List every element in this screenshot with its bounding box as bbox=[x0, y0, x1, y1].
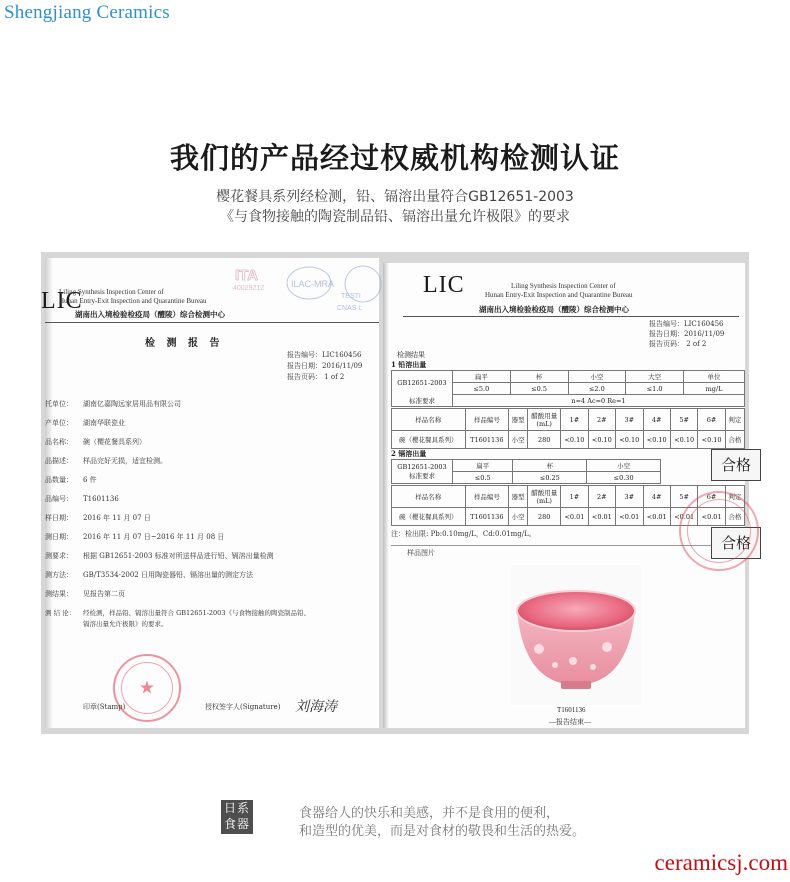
signature: 刘海涛 bbox=[295, 700, 337, 715]
svg-text:4002921Z: 4002921Z bbox=[233, 285, 265, 292]
cnas-mark-graphic bbox=[337, 264, 381, 314]
cma-mark bbox=[285, 264, 333, 302]
limit-header: 扁平 bbox=[453, 460, 513, 472]
pass-stamp: 合格 bbox=[711, 527, 761, 559]
tagline-line-2: 和造型的优美，而是对食材的敬畏和生活的热爱。 bbox=[299, 824, 586, 839]
ilac-mark-graphic bbox=[231, 262, 281, 292]
org-chinese-name: 湖南出入境检验检疫局（醴陵）综合检测中心 bbox=[479, 305, 629, 314]
limit-value: ≤0.30 bbox=[587, 472, 661, 484]
field-row: 测方法： GB/T3534-2002 日用陶瓷器铅、镉溶出量的测定方法 bbox=[45, 571, 253, 579]
limit-value: ≤1.0 bbox=[626, 383, 684, 395]
column-header: 样品名称 bbox=[392, 409, 466, 431]
field-row: 测 结 论： 经检测，样品铅、镉溶出量符合 GB12651-2003《与食物接触的陶瓷制品铅、 bbox=[45, 609, 310, 617]
page-shadow bbox=[45, 258, 53, 728]
field-row: 样日期： 2016 年 11 月 07 日 bbox=[45, 514, 151, 522]
report-page-1[interactable] bbox=[41, 258, 379, 728]
detection-limit-note: 注：检出限: Pb:0.10mg/L，Cd:0.01mg/L。 bbox=[391, 530, 536, 538]
table-cell: 碗（樱花餐具系列） bbox=[392, 508, 466, 526]
column-header: 4# bbox=[643, 409, 670, 431]
ilac-mark bbox=[231, 262, 281, 292]
certificate-frame bbox=[41, 252, 749, 734]
column-header: 样品编号 bbox=[465, 409, 508, 431]
field-row: 托单位： 湖南亿嘉陶远家居用品有限公司 bbox=[45, 400, 181, 408]
column-header: 2# bbox=[588, 409, 615, 431]
svg-text:ITA: ITA bbox=[235, 267, 259, 284]
table-cell: 合格 bbox=[725, 431, 744, 449]
cnas-mark bbox=[337, 264, 381, 314]
subtitle-line-1: 樱花餐具系列经检测，铅、镉溶出量符合GB12651-2003 bbox=[216, 189, 574, 205]
column-header: 器型 bbox=[509, 409, 528, 431]
column-header: 判定 bbox=[725, 409, 744, 431]
cadmium-section-title: 2 镉溶出量 bbox=[391, 449, 427, 458]
column-header: 4# bbox=[643, 486, 670, 508]
column-header: 3# bbox=[616, 409, 643, 431]
report-page-2[interactable] bbox=[383, 263, 751, 728]
lic-logo: LIC bbox=[41, 288, 83, 314]
limit-header: 杯 bbox=[510, 371, 568, 383]
column-header: 1# bbox=[561, 486, 588, 508]
table-cell: <0.01 bbox=[588, 508, 615, 526]
cma-mark-graphic bbox=[285, 264, 333, 302]
table-cell: <0.10 bbox=[698, 431, 725, 449]
field-row: 品编号： T1601136 bbox=[45, 495, 119, 503]
results-title: 检测结果 bbox=[397, 351, 425, 359]
red-circular-stamp bbox=[679, 491, 759, 571]
limit-value: ≤0.25 bbox=[513, 472, 587, 484]
table-cell: T1601136 bbox=[465, 431, 508, 449]
lead-section-title: 1 铅溶出量 bbox=[391, 360, 427, 369]
table-cell: 小空 bbox=[509, 431, 528, 449]
logo-line-2: 食器 bbox=[223, 817, 250, 831]
org-english-line-2: Hunan Entry-Exit Inspection and Quarantine Bureau bbox=[59, 297, 207, 305]
table-cell: 280 bbox=[528, 431, 561, 449]
svg-text:TESTI: TESTI bbox=[341, 293, 361, 300]
table-row bbox=[392, 431, 745, 449]
header-rule bbox=[45, 322, 379, 323]
field-row: 产单位： 湖南华联瓷业 bbox=[45, 419, 125, 427]
column-header: 1# bbox=[561, 409, 588, 431]
table-cell: <0.01 bbox=[616, 508, 643, 526]
field-row: 测要求： 根据 GB12651-2003 标准对所送样品进行铅、镉溶出量检测 bbox=[45, 552, 274, 560]
field-row: 镉溶出量允许极限》的要求。 bbox=[83, 620, 168, 628]
report-number: 报告编号：LIC160456 bbox=[287, 351, 362, 359]
table-cell: 小空 bbox=[509, 508, 528, 526]
table-cell: <0.01 bbox=[561, 508, 588, 526]
page-shadow bbox=[383, 263, 389, 728]
column-header: 器型 bbox=[509, 486, 528, 508]
column-header: 5# bbox=[670, 486, 697, 508]
standard-requirement: 标准要求 bbox=[409, 472, 435, 480]
approver-label: 授权签字人(Signature) bbox=[205, 703, 281, 711]
report-date: 报告日期：2016/11/09 bbox=[287, 362, 363, 370]
website-link[interactable]: ceramicsj.com bbox=[654, 850, 788, 875]
field-row: 品名称： 碗（樱花餐具系列） bbox=[45, 438, 146, 446]
svg-text:ILAC-MRA: ILAC-MRA bbox=[291, 279, 335, 289]
limit-header: 单位 bbox=[684, 371, 745, 383]
limit-header: 杯 bbox=[513, 460, 587, 472]
column-header: 5# bbox=[670, 409, 697, 431]
org-english-line-1: Liling Synthesis Inspection Center of bbox=[511, 282, 616, 290]
column-header: 样品编号 bbox=[465, 486, 508, 508]
pass-stamp: 合格 bbox=[711, 449, 761, 481]
field-row: 品数量： 6 件 bbox=[45, 476, 97, 484]
header-rule bbox=[403, 316, 739, 317]
column-header: 3# bbox=[616, 486, 643, 508]
column-header: 2# bbox=[588, 486, 615, 508]
lic-logo: LIC bbox=[423, 272, 465, 298]
brand-logo bbox=[221, 800, 253, 834]
stamp-inner-ring bbox=[687, 499, 751, 563]
limit-header: 小空 bbox=[587, 460, 661, 472]
sample-photo[interactable] bbox=[511, 565, 641, 705]
cadmium-limits-table bbox=[391, 459, 661, 484]
lead-limits-table bbox=[391, 370, 745, 407]
column-header: 6# bbox=[698, 409, 725, 431]
subtitle-line-2: 《与食物接触的陶瓷制品铅、镉溶出量允许极限》的要求 bbox=[220, 209, 570, 225]
column-header: 醋酸用量(mL) bbox=[528, 409, 561, 431]
sample-id-caption: T1601136 bbox=[557, 706, 586, 714]
table-cell: T1601136 bbox=[465, 508, 508, 526]
star-icon: ★ bbox=[138, 677, 156, 699]
report-page-number: 报告页码： 1 of 2 bbox=[287, 373, 345, 381]
report-title: 检 测 报 告 bbox=[145, 338, 224, 349]
sakura-bowl-image bbox=[511, 565, 641, 705]
column-header: 醋酸用量(mL) bbox=[528, 486, 561, 508]
limit-header: 小空 bbox=[568, 371, 626, 383]
sample-photo-label: 样品图片 bbox=[407, 549, 435, 557]
column-header: 判定 bbox=[725, 486, 744, 508]
tagline-line-1: 食器给人的快乐和美感，并不是食用的便利， bbox=[299, 806, 560, 821]
limit-unit: mg/L bbox=[684, 383, 745, 395]
logo-line-1: 日系 bbox=[223, 801, 250, 815]
org-chinese-name: 湖南出入境检验检疫局（醴陵）综合检测中心 bbox=[75, 310, 225, 319]
table-cell: <0.10 bbox=[616, 431, 643, 449]
field-row: 测日期： 2016 年 11 月 07 日~2016 年 11 月 08 日 bbox=[45, 533, 225, 541]
table-cell: <0.10 bbox=[670, 431, 697, 449]
section-rule bbox=[391, 545, 731, 546]
report-number: 报告编号：LIC160456 bbox=[649, 320, 724, 328]
standard-requirement: 标准要求 bbox=[409, 396, 435, 405]
column-header: 6# bbox=[698, 486, 725, 508]
org-english-line-2: Hunan Entry-Exit Inspection and Quarantine Bureau bbox=[485, 291, 633, 299]
report-end-mark: —报告结束— bbox=[549, 718, 591, 726]
column-header: 样品名称 bbox=[392, 486, 466, 508]
brand-name[interactable]: Shengjiang Ceramics bbox=[4, 2, 170, 23]
limit-value: ≤2.0 bbox=[568, 383, 626, 395]
table-cell: 碗（樱花餐具系列） bbox=[392, 431, 466, 449]
table-cell: <0.10 bbox=[588, 431, 615, 449]
lead-results-table bbox=[391, 408, 745, 449]
limit-value: ≤5.0 bbox=[453, 383, 511, 395]
table-cell: <0.01 bbox=[698, 508, 725, 526]
page-headline: 我们的产品经过权威机构检测认证 bbox=[169, 141, 620, 175]
standard-code: GB12651-2003 bbox=[397, 378, 447, 387]
limit-value: ≤0.5 bbox=[453, 472, 513, 484]
seal-label: 印章(Stamp) bbox=[83, 703, 126, 711]
table-cell: <0.01 bbox=[670, 508, 697, 526]
standard-code: GB12651-2003 bbox=[397, 463, 447, 471]
limit-header: 扁平 bbox=[453, 371, 511, 383]
limit-header: 大空 bbox=[626, 371, 684, 383]
table-cell: <0.10 bbox=[643, 431, 670, 449]
report-page-number: 报告页码： 2 of 2 bbox=[649, 340, 707, 348]
field-row: 测结果： 见报告第二页 bbox=[45, 590, 125, 598]
field-row: 品描述： 样品完好无损，适宜检测。 bbox=[45, 457, 167, 465]
table-cell: <0.01 bbox=[643, 508, 670, 526]
report-date: 报告日期：2016/11/09 bbox=[649, 330, 725, 338]
table-cell: 合格 bbox=[725, 508, 744, 526]
svg-text:CNAS L: CNAS L bbox=[337, 305, 363, 312]
table-cell: 280 bbox=[528, 508, 561, 526]
table-cell: <0.10 bbox=[561, 431, 588, 449]
sampling-plan: n=4 Ac=0 Re=1 bbox=[453, 395, 745, 407]
limit-value: ≤0.5 bbox=[510, 383, 568, 395]
org-english-line-1: Liling Synthesis Inspection Center of bbox=[59, 288, 164, 296]
